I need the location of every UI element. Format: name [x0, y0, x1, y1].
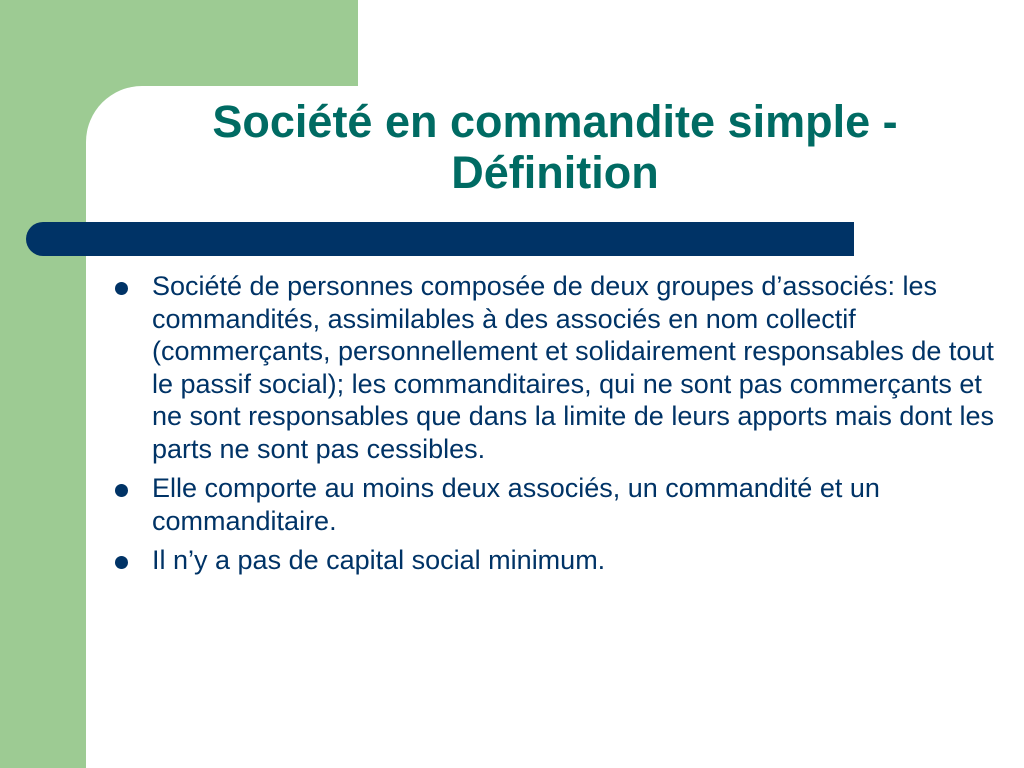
bullet-text: Il n’y a pas de capital social minimum.	[152, 545, 606, 575]
slide-title	[100, 96, 1010, 198]
bullet-dot-icon	[115, 556, 128, 569]
bullet-text: Elle comporte au moins deux associés, un commandité et un commanditaire.	[152, 473, 880, 536]
bullet-dot-icon	[115, 282, 128, 295]
bullet-item	[110, 270, 1000, 465]
bullet-dot-icon	[115, 484, 128, 497]
bullet-text: Société de personnes composée de deux groupes d’associés: les commandités, assimilables à des associés en nom collectif (commerçants, personnellement et solidairement responsables de tout le passif social); les commanditaires, qui ne sont pas commerçants et ne sont responsables que dans la limite de leurs apports mais dont les parts ne sont pas cessibles.	[152, 271, 994, 464]
title-line-2: Définition	[451, 147, 659, 198]
bullet-item	[110, 544, 1000, 577]
title-line-1: Société en commandite simple -	[212, 96, 898, 147]
bullet-item	[110, 472, 1000, 537]
title-divider-bar	[26, 222, 854, 256]
bullet-list	[110, 270, 1000, 584]
